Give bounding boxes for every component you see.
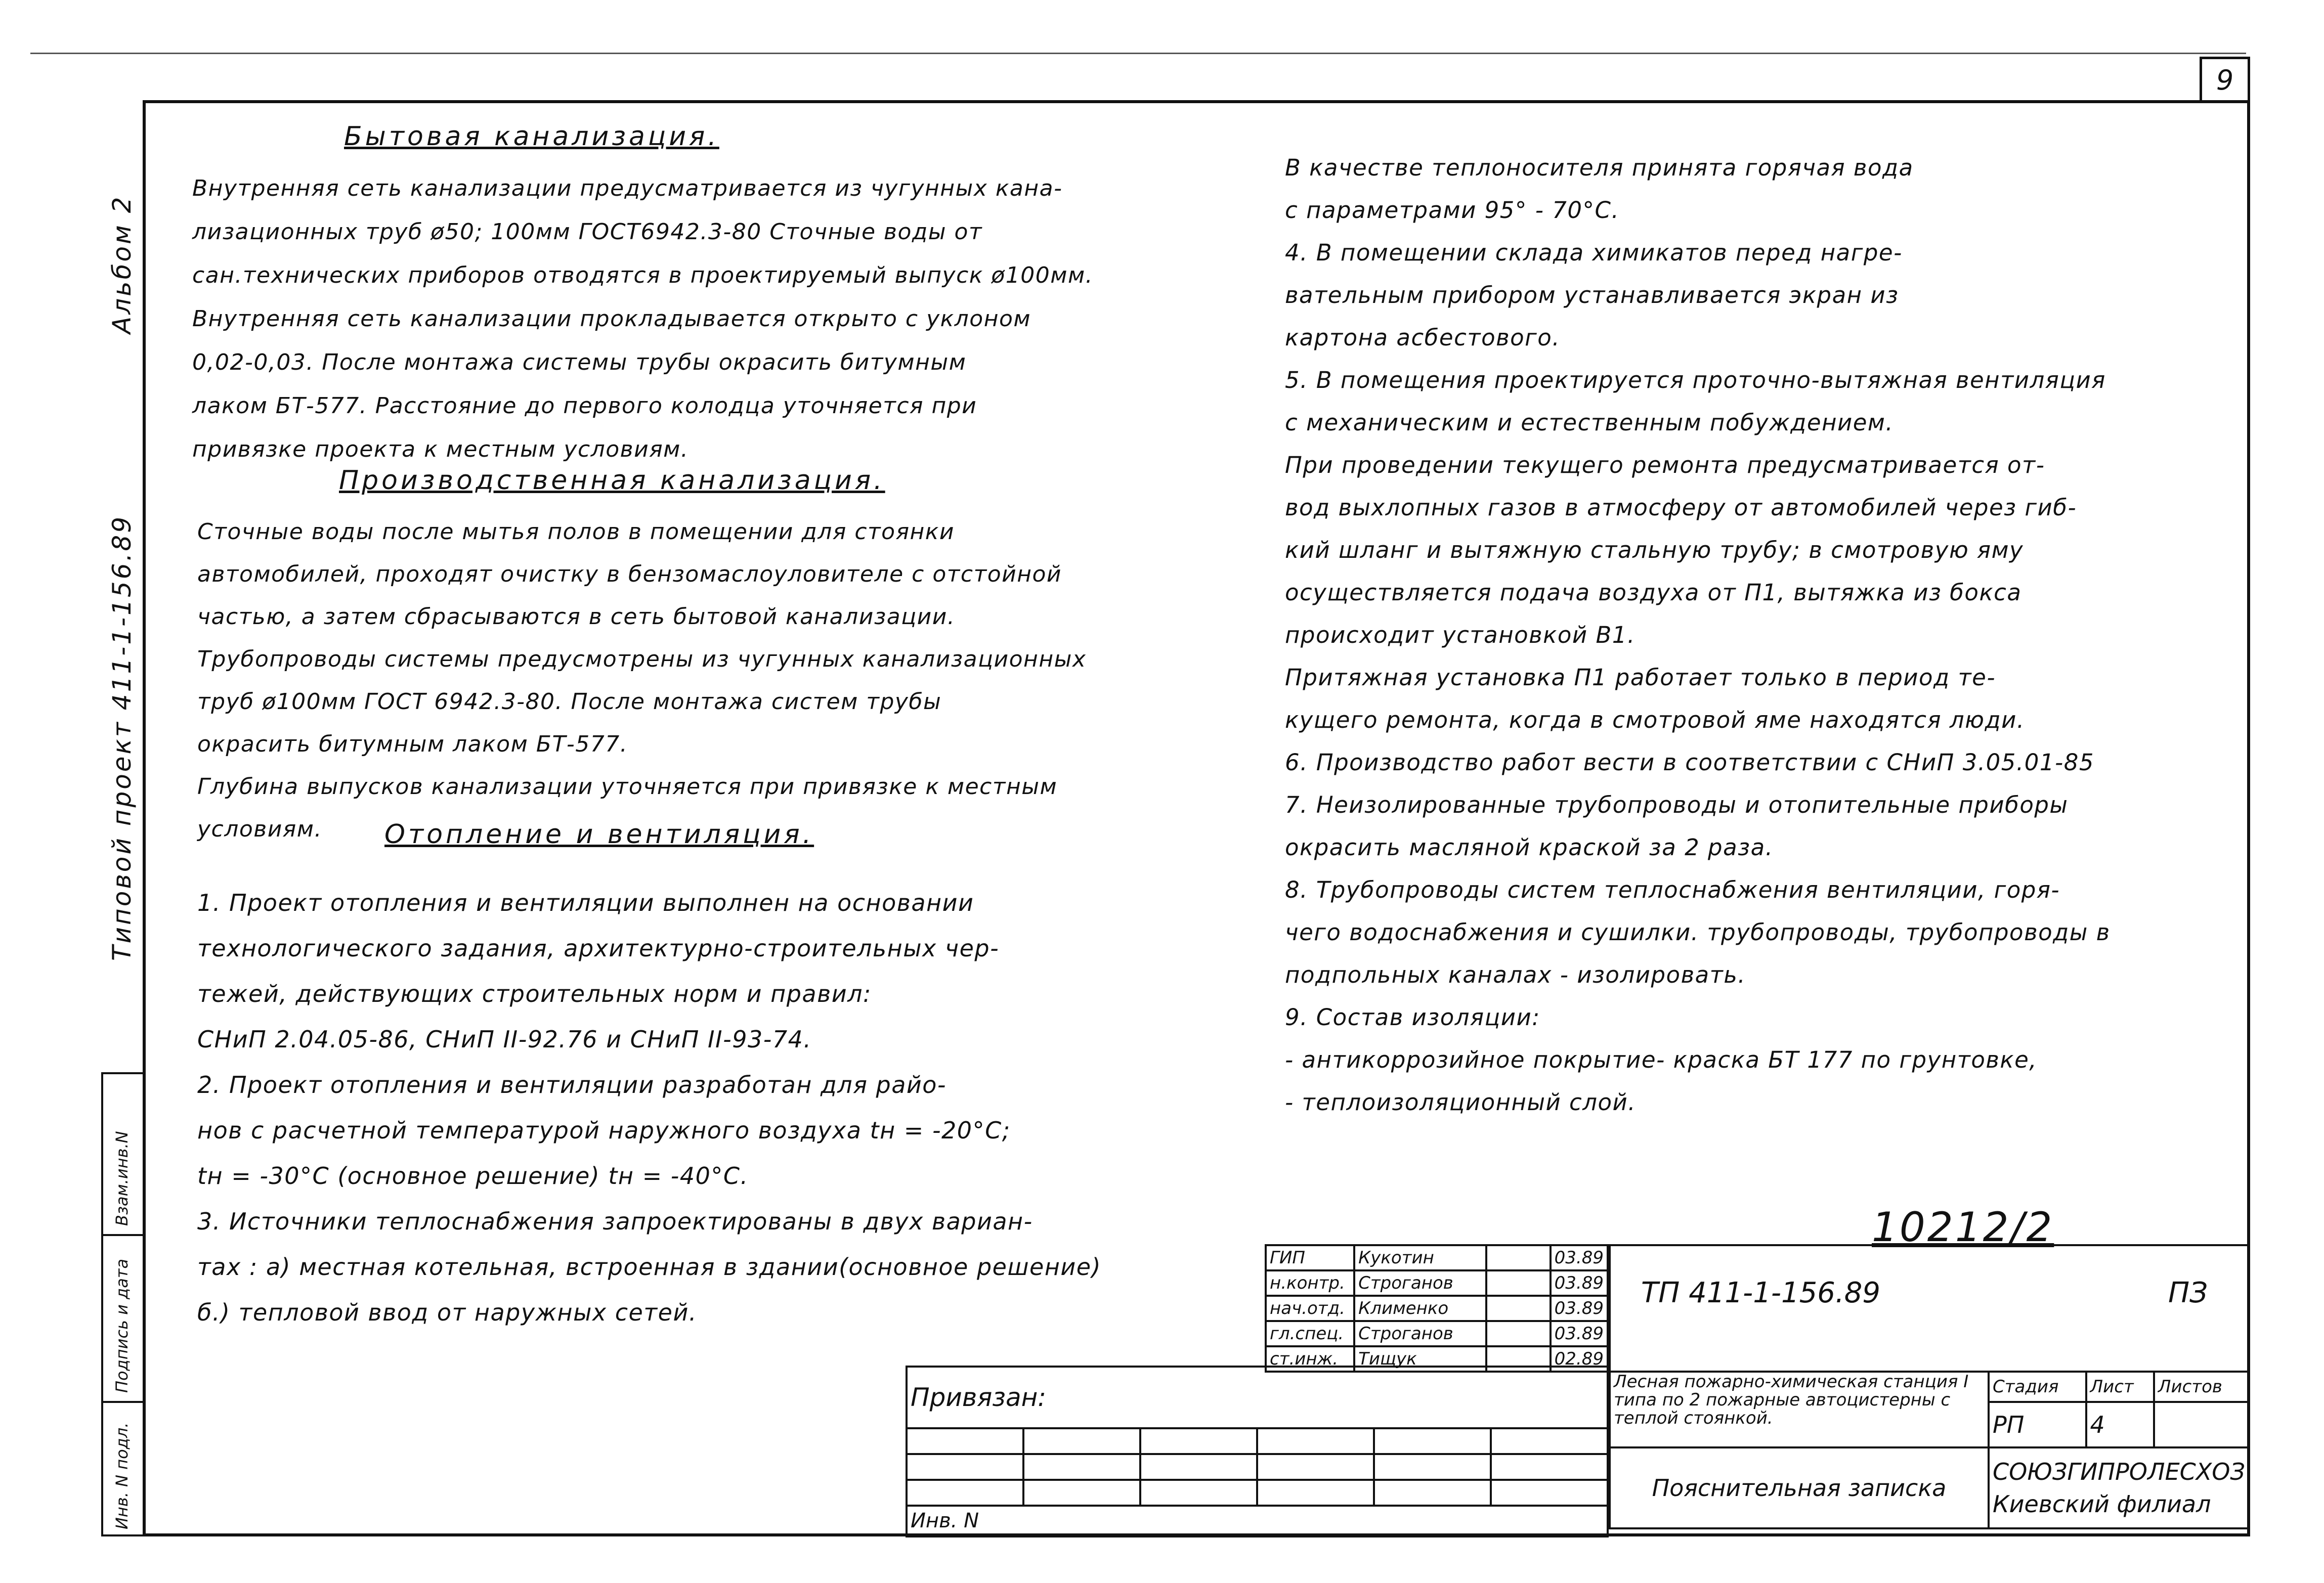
title-code-cell bbox=[1610, 1245, 2249, 1372]
strip-cell-replaced-inv bbox=[103, 1074, 143, 1236]
strip-label-orig-inv: Инв. N подл. bbox=[112, 1422, 132, 1529]
right-column-line: При проведении текущего ремонта предусматривается от- bbox=[1285, 452, 2045, 478]
signer-role: н.контр. bbox=[1266, 1270, 1354, 1296]
section-title-industrial-sewer: Производственная канализация. bbox=[339, 465, 885, 496]
signer-name: Кукотин bbox=[1354, 1245, 1486, 1270]
right-column-line: 5. В помещения проектируется проточно-вытяжная вентиляция bbox=[1285, 367, 2106, 393]
right-column-line: 4. В помещении склада химикатов перед нагре- bbox=[1285, 239, 1903, 266]
sheet-value: 4 bbox=[2086, 1402, 2154, 1447]
strip-cell-orig-inv bbox=[103, 1403, 143, 1536]
domestic-sewer-line: сан.технических приборов отводятся в проектируемый выпуск ø100мм. bbox=[192, 262, 1094, 288]
signer-date: 03.89 bbox=[1551, 1296, 1608, 1321]
heating-ventilation-line: тах : а) местная котельная, встроенная в здании(основное решение) bbox=[197, 1253, 1102, 1281]
signer-role: ст.инж. bbox=[1266, 1346, 1354, 1372]
signer-date: 02.89 bbox=[1551, 1346, 1608, 1372]
right-column-line: чего водоснабжения и сушилки. трубопроводы, трубопроводы в bbox=[1285, 919, 2111, 946]
signer-date: 03.89 bbox=[1551, 1270, 1608, 1296]
album-label: Альбом 2 bbox=[107, 195, 137, 334]
top-edge-line bbox=[30, 53, 2246, 54]
sheet-number: 9 bbox=[2216, 64, 2234, 96]
title-code-suffix: ПЗ bbox=[2168, 1277, 2208, 1309]
organization-cell bbox=[1989, 1447, 2249, 1528]
heating-ventilation-line: СНиП 2.04.05-86, СНиП II-92.76 и СНиП II-93-74. bbox=[197, 1026, 812, 1053]
industrial-sewer-line: автомобилей, проходят очистку в бензомаслоуловителе с отстойной bbox=[197, 561, 1062, 587]
signer-name: Строганов bbox=[1354, 1270, 1486, 1296]
right-column-line: вательным прибором устанавливается экран из bbox=[1285, 282, 1899, 309]
signer-name: Тищук bbox=[1354, 1346, 1486, 1372]
linked-label: Привязан: bbox=[907, 1367, 1608, 1428]
linked-block bbox=[906, 1366, 1609, 1537]
signer-name: Строганов bbox=[1354, 1321, 1486, 1346]
section-body-domestic-sewer bbox=[192, 167, 1093, 471]
signer-signature bbox=[1486, 1245, 1550, 1270]
title-block bbox=[1609, 1244, 2250, 1529]
right-column-line: 7. Неизолированные трубопроводы и отопительные приборы bbox=[1285, 792, 2069, 818]
right-column-line: подпольных каналах - изолировать. bbox=[1285, 961, 1746, 988]
signer-row bbox=[1266, 1270, 1608, 1296]
industrial-sewer-line: условиям. bbox=[197, 816, 322, 842]
right-column-line: происходит установкой В1. bbox=[1285, 622, 1636, 648]
right-column-line: окрасить масляной краской за 2 раза. bbox=[1285, 834, 1774, 861]
heating-ventilation-line: тежей, действующих строительных норм и правил: bbox=[197, 980, 872, 1007]
right-column-line: кий шланг и вытяжную стальную трубу; в смотровую яму bbox=[1285, 537, 2024, 563]
heating-ventilation-line: нов с расчетной температурой наружного воздуха tн = -20°С; bbox=[197, 1117, 1011, 1144]
section-body-industrial-sewer bbox=[197, 511, 1086, 851]
right-column-line: Притяжная установка П1 работает только в период те- bbox=[1285, 664, 1996, 691]
signer-signature bbox=[1486, 1270, 1550, 1296]
signer-signature bbox=[1486, 1296, 1550, 1321]
right-column-line: картона асбестового. bbox=[1285, 324, 1561, 351]
industrial-sewer-line: окрасить битумным лаком БТ-577. bbox=[197, 731, 628, 757]
object-name: Лесная пожарно-химическая станция I типа по 2 пожарные автоцистерны с теплой стоянкой. bbox=[1610, 1372, 1989, 1447]
right-column-line: осуществляется подача воздуха от П1, вытяжка из бокса bbox=[1285, 579, 2022, 606]
sheet-number-box bbox=[2200, 57, 2250, 103]
signer-role: ГИП bbox=[1266, 1245, 1354, 1270]
domestic-sewer-line: 0,02-0,03. После монтажа системы трубы окрасить битумным bbox=[192, 349, 967, 375]
section-title-domestic-sewer: Бытовая канализация. bbox=[344, 121, 719, 152]
right-column-line: 6. Производство работ вести в соответствии с СНиП 3.05.01-85 bbox=[1285, 749, 2094, 776]
right-column-line: с механическим и естественным побуждением. bbox=[1285, 409, 1894, 436]
signer-signature bbox=[1486, 1321, 1550, 1346]
heating-ventilation-line: 1. Проект отопления и вентиляции выполнен на основании bbox=[197, 889, 974, 916]
title-code: ТП 411-1-156.89 bbox=[1641, 1277, 1880, 1309]
strip-label-signature: Подпись и дата bbox=[112, 1258, 132, 1393]
section-title-heating-ventilation: Отопление и вентиляция. bbox=[384, 819, 814, 850]
right-column-line: - теплоизоляционный слой. bbox=[1285, 1089, 1637, 1116]
industrial-sewer-line: частью, а затем сбрасываются в сеть бытовой канализации. bbox=[197, 604, 956, 630]
signer-row bbox=[1266, 1245, 1608, 1270]
handwritten-registration-number: 10212/2 bbox=[1872, 1204, 2054, 1251]
signer-name: Клименко bbox=[1354, 1296, 1486, 1321]
strip-cell-signature bbox=[103, 1236, 143, 1403]
right-column-line: 9. Состав изоляции: bbox=[1285, 1004, 1540, 1031]
heating-ventilation-line: 2. Проект отопления и вентиляции разработан для райо- bbox=[197, 1071, 947, 1098]
organization-branch: Киевский филиал bbox=[1992, 1490, 2211, 1518]
right-column-text bbox=[1285, 147, 2111, 1124]
heating-ventilation-line: 3. Источники теплоснабжения запроектированы в двух вариан- bbox=[197, 1208, 1033, 1235]
domestic-sewer-line: Внутренняя сеть канализации прокладывается открыто с уклоном bbox=[192, 306, 1031, 332]
sheet-header: Лист bbox=[2086, 1372, 2154, 1402]
domestic-sewer-line: Внутренняя сеть канализации предусматривается из чугунных кана- bbox=[192, 175, 1063, 201]
stage-header: Стадия bbox=[1989, 1372, 2086, 1402]
right-column-line: - антикоррозийное покрытие- краска БТ 177 по грунтовке, bbox=[1285, 1046, 2038, 1073]
signer-date: 03.89 bbox=[1551, 1321, 1608, 1346]
signer-role: гл.спец. bbox=[1266, 1321, 1354, 1346]
sheets-value bbox=[2154, 1402, 2249, 1447]
signer-row bbox=[1266, 1296, 1608, 1321]
organization-name: СОЮЗГИПРОЛЕСХОЗ bbox=[1992, 1458, 2245, 1485]
industrial-sewer-line: труб ø100мм ГОСТ 6942.3-80. После монтажа систем трубы bbox=[197, 689, 942, 715]
section-body-heating-ventilation bbox=[197, 880, 1101, 1335]
right-column-line: В качестве теплоносителя принята горячая вода bbox=[1285, 154, 1914, 181]
signer-role: нач.отд. bbox=[1266, 1296, 1354, 1321]
industrial-sewer-line: Сточные воды после мытья полов в помещении для стоянки bbox=[197, 519, 955, 545]
signature-table bbox=[1265, 1244, 1609, 1373]
inv-label: Инв. N bbox=[907, 1506, 1608, 1536]
industrial-sewer-line: Трубопроводы системы предусмотрены из чугунных канализационных bbox=[197, 646, 1087, 672]
signer-row bbox=[1266, 1321, 1608, 1346]
right-column-line: с параметрами 95° - 70°С. bbox=[1285, 197, 1620, 224]
domestic-sewer-line: лизационных труб ø50; 100мм ГОСТ6942.3-80 Сточные воды от bbox=[192, 219, 983, 245]
stage-value: РП bbox=[1989, 1402, 2086, 1447]
domestic-sewer-line: лаком БТ-577. Расстояние до первого колодца уточняется при bbox=[192, 393, 977, 419]
heating-ventilation-line: б.) тепловой ввод от наружных сетей. bbox=[197, 1299, 697, 1326]
project-label: Типовой проект 411-1-156.89 bbox=[107, 514, 137, 961]
right-column-line: вод выхлопных газов в атмосферу от автомобилей через гиб- bbox=[1285, 494, 2077, 521]
signer-date: 03.89 bbox=[1551, 1245, 1608, 1270]
sheets-header: Листов bbox=[2154, 1372, 2249, 1402]
document-title: Пояснительная записка bbox=[1610, 1447, 1989, 1528]
right-column-line: кущего ремонта, когда в смотровой яме находятся люди. bbox=[1285, 707, 2025, 733]
domestic-sewer-line: привязке проекта к местным условиям. bbox=[192, 436, 689, 462]
industrial-sewer-line: Глубина выпусков канализации уточняется при привязке к местным bbox=[197, 774, 1058, 800]
strip-label-replaced-inv: Взам.инв.N bbox=[112, 1131, 132, 1226]
heating-ventilation-line: технологического задания, архитектурно-строительных чер- bbox=[197, 935, 1000, 962]
right-column-line: 8. Трубопроводы систем теплоснабжения вентиляции, горя- bbox=[1285, 876, 2060, 903]
heating-ventilation-line: tн = -30°С (основное решение) tн = -40°С. bbox=[197, 1162, 749, 1190]
left-stamp-strip bbox=[101, 1072, 143, 1536]
